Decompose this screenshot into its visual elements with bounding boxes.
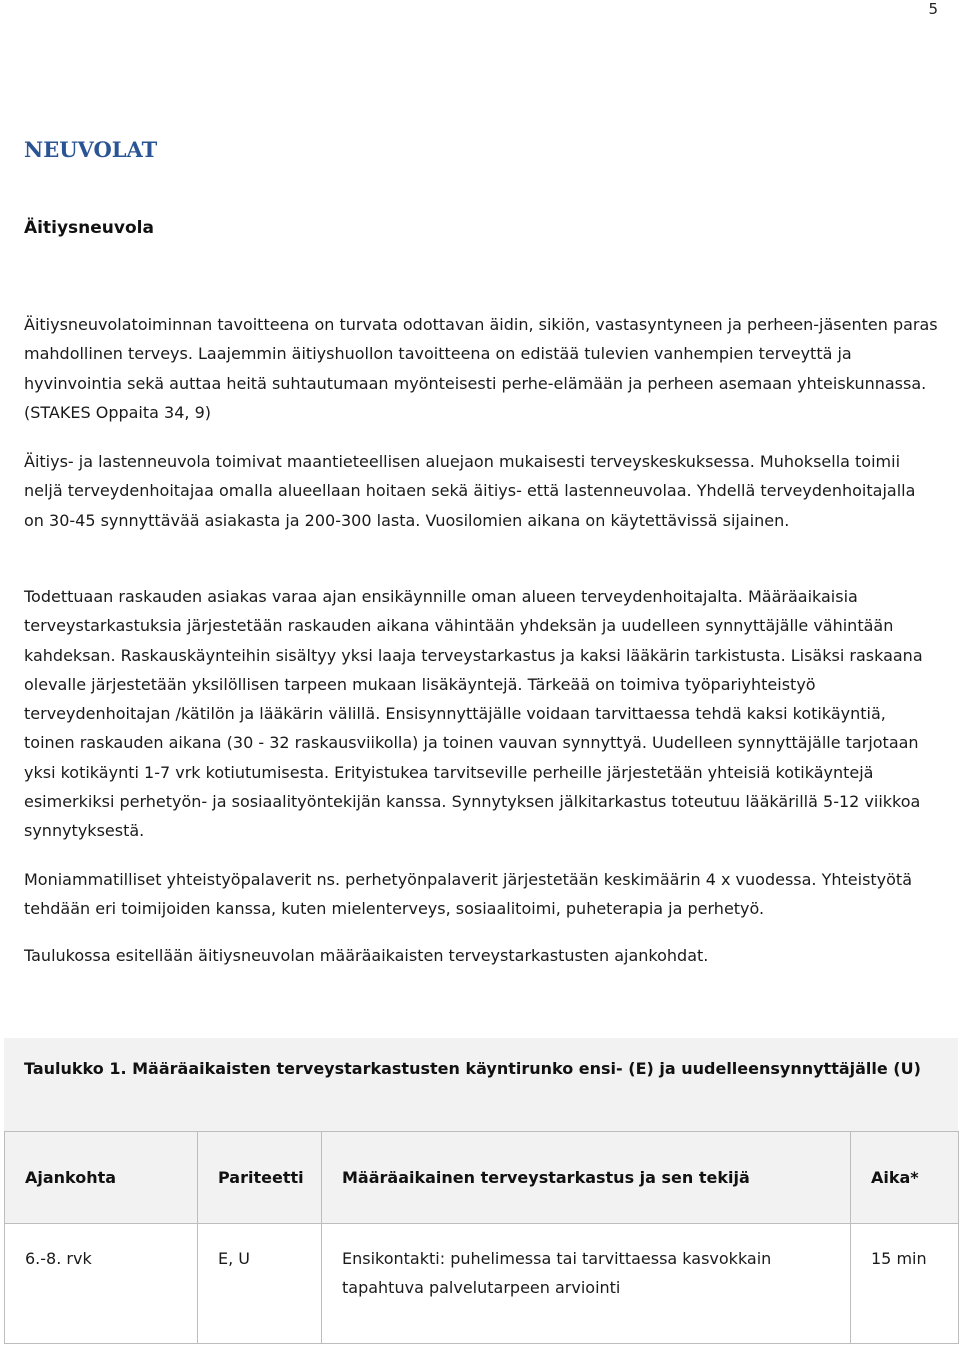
paragraph-checkups: Todettuaan raskauden asiakas varaa ajan ensikäynnille oman alueen terveydenhoitajalta. Määräaikaisia terveystarkastuksia järjestetään raskauden aikana vähintään yhdeksän ja uudelleen synnyttäjälle vähintään kahdeksan. Raskauskäynteihin sisältyy yksi laaja terveystarkastus ja kaksi lääkärin tarkistusta. Lisäksi raskaana olevalle järjestetään yksilöllisen tarpeen mukaan lisäkäyntejä. Tärkeää on toimiva työpariyhteistyö terveydenhoitajan /kätilön ja lääkärin välillä. Ensisynnyttäjälle voidaan tarvittaessa tehdä kaksi kotikäyntiä, toinen raskauden aikana (30 - 32 raskausviikolla) ja toinen vauvan synnyttyä. Uudelleen synnyttäjälle tarjotaan yksi kotikäynti 1-7 vrk kotiutumisesta. Erityistukea tarvitseville perheille järjestetään yhteisiä kotikäyntejä esimerkiksi perhetyön- ja sosiaalityöntekijän kanssa. Synnytyksen jälkitarkastus toteutuu lääkärillä 5-12 viikkoa synnytyksestä. bbox=[24, 587, 923, 841]
checkup-table bbox=[4, 1038, 958, 1344]
table-grid bbox=[4, 1131, 959, 1344]
table-header-row bbox=[5, 1132, 959, 1224]
paragraph-intro: Äitiysneuvolatoiminnan tavoitteena on turvata odottavan äidin, sikiön, vastasyntyneen ja perheen-jäsenten paras mahdollinen terveys. Laajemmin äitiyshuollon tavoitteena on edistää tulevien vanhempien terveyttä ja hyvinvointia sekä auttaa heitä suhtautumaan myönteisesti perhe-elämään ja perheen asemaan yhteiskunnassa. (STAKES Oppaita 34, 9) bbox=[24, 315, 938, 422]
header-pariteetti: Pariteetti bbox=[198, 1132, 322, 1224]
header-aika: Aika* bbox=[851, 1132, 959, 1224]
table-caption: Taulukko 1. Määräaikaisten terveystarkastusten käyntirunko ensi- (E) ja uudelleensynnyttäjälle (U) bbox=[4, 1038, 958, 1131]
cell-ajankohta: 6.-8. rvk bbox=[5, 1224, 198, 1344]
header-tarkastus: Määräaikainen terveystarkastus ja sen tekijä bbox=[322, 1132, 851, 1224]
header-ajankohta: Ajankohta bbox=[5, 1132, 198, 1224]
cell-pariteetti: E, U bbox=[198, 1224, 322, 1344]
table-row bbox=[5, 1224, 959, 1344]
page-number: 5 bbox=[928, 0, 938, 18]
section-heading: Äitiysneuvola bbox=[24, 218, 154, 238]
paragraph-table-intro: Taulukossa esitellään äitiysneuvolan määräaikaisten terveystarkastusten ajankohdat. bbox=[24, 946, 709, 965]
page-heading: NEUVOLAT bbox=[24, 137, 158, 162]
paragraph-organization: Äitiys- ja lastenneuvola toimivat maantieteellisen aluejaon mukaisesti terveyskeskuksessa. Muhoksella toimii neljä terveydenhoitajaa omalla alueellaan hoitaen sekä äitiys- että lastenneuvolaa. Yhdellä terveydenhoitajalla on 30-45 synnyttävää asiakasta ja 200-300 lasta. Vuosilomien aikana on käytettävissä sijainen. bbox=[24, 452, 916, 530]
paragraph-cooperation: Moniammatilliset yhteistyöpalaverit ns. perhetyönpalaverit järjestetään keskimäärin 4 x vuodessa. Yhteistyötä tehdään eri toimijoiden kanssa, kuten mielenterveys, sosiaalitoimi, puheterapia ja perhetyö. bbox=[24, 870, 913, 919]
cell-tarkastus: Ensikontakti: puhelimessa tai tarvittaessa kasvokkain tapahtuva palvelutarpeen arviointi bbox=[322, 1224, 851, 1344]
cell-aika: 15 min bbox=[851, 1224, 959, 1344]
